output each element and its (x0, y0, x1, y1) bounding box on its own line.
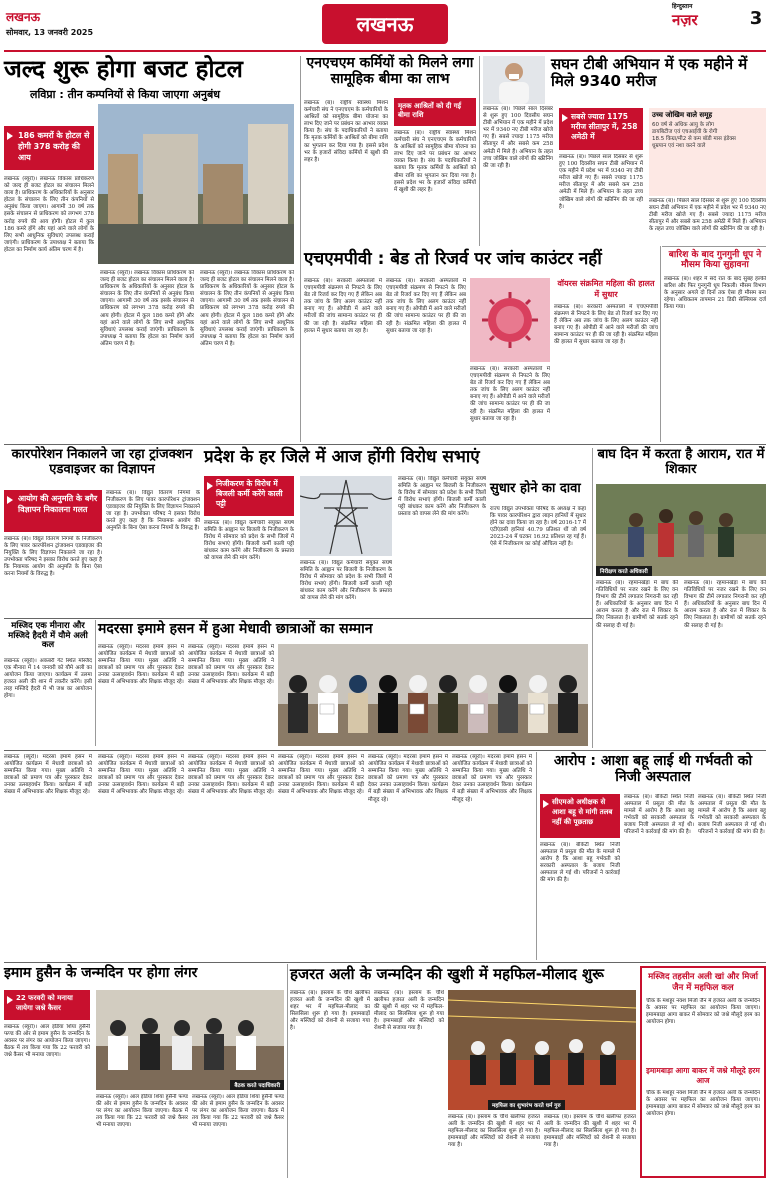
body-budget-hotel-3: लखनऊ (ब्यूरो)। लखनऊ विकास प्राधिकरण को जल्द ही बजट होटल का संचालन मिलने वाला है। प्राधिकरण के अधिकारियों के अनुसार होटल के संचालन के लिए तीन कंपनियों से अनुबंध किया जाएगा। आगामी 30 वर्ष तक इसके संचालन से प्राधिकरण को लगभग 378 करोड़ रुपये की आय होगी। होटल में कुल 186 कमरे होंगे और यहां आने वाले लोगों के लिए सभी आधुनिक सुविधाएं उपलब्ध कराई जाएंगी। प्राधिकरण के उपाध्यक्ष ने बताया कि होटल का निर्माण कार्य अंतिम चरण में है। (200, 270, 294, 347)
story-nhm (304, 56, 476, 246)
body-hmpv-3: लखनऊ (ब)। सरकारी अस्पतालों में एचएमपीवी संक्रमण से निपटने के लिए बेड तो रिजर्व कर दिए गए हैं लेकिन अब तक जांच के लिए अलग काउंटर नहीं बनाए गए हैं। ओपीडी में आने वाले मरीजों की जांच सामान्य काउंटर पर ही की जा रही है। संक्रमित महिला की हालत में सुधार बताया जा रहा है। (470, 366, 550, 422)
tag-protest (204, 476, 294, 516)
body-hospital-3: लखनऊ (ब)। बीकेटी स्थित निजी अस्पताल में प्रसूता की मौत के मामले में आरोप है कि आशा बहू गर्भवती को सरकारी अस्पताल के बजाय निजी अस्पताल ले गई थी। परिजनों ने कार्रवाई की मांग की है। (698, 794, 766, 836)
headline-nhm: एनएचएम कर्मियों को मिलने लगा सामूहिक बीमा का लाभ (306, 55, 474, 87)
subhead-budget-hotel: लविप्रा : तीन कम्पनियों से किया जाएगा अनुबंध (30, 87, 221, 101)
risk-box (649, 108, 766, 196)
masthead-rule (4, 50, 766, 52)
risk-item: 18.5 किग्रा/मी2 से कम बॉडी मास इंडेक्स (652, 136, 736, 142)
body-rain: लखनऊ (ब)। शहर में सर्द रात के बाद सुबह हल्की बारिश और फिर गुनगुनी धूप निकली। मौसम विभाग के अनुसार अगले दो दिनों तक ऐसा ही मौसम बना रहेगा। अधिकतम तापमान 21 डिग्री सेल्सियस दर्ज किया गया। (664, 276, 766, 311)
body-madrasa: लखनऊ (ब्यूरो)। मदरसा इमामे हसन में आयोजित कार्यक्रम में मेधावी छात्राओं को सम्मानित किया गया। मुख्य अतिथि ने छात्राओं को प्रमाण पत्र और पुरस्कार देकर उनका उत्साहवर्धन किया। कार्यक्रम में बड़ी संख्या में अभिभावक और शिक्षक मौजूद रहे। (98, 644, 184, 686)
col-divider (95, 620, 96, 746)
tag-text: सीएमओ अधीक्षक से आशा बहू से मांगी तलब नहीं की पूछताछ (552, 798, 613, 826)
col-divider (592, 448, 593, 748)
body-tb-2: लखनऊ (ब)। पिछले साल दिसंबर से शुरू हुए 100 दिवसीय सघन टीबी अभियान में एक महीने में प्रदेश भर में 9340 नए टीबी मरीज खोजे गए हैं। सबसे ज्यादा 1175 मरीज सीतापुर में और सबसे कम 258 अमेठी में मिले हैं। अभियान के तहत उच्च जोखिम वाले लोगों की स्क्रीनिंग की जा रही है। (559, 154, 643, 210)
body-tb-3: लखनऊ (ब)। पिछले साल दिसंबर से शुरू हुए 100 दिवसीय सघन टीबी अभियान में एक महीने में प्रदेश भर में 9340 नए टीबी मरीज खोजे गए हैं। सबसे ज्यादा 1175 मरीज सीतापुर में और सबसे कम 258 अमेठी में मिले हैं। अभियान के तहत उच्च जोखिम वाले लोगों की स्क्रीनिंग की जा रही है। (649, 198, 766, 233)
story-budget-hotel (4, 56, 296, 444)
caption-meeting: बैठक करते पदाधिकारी (230, 1080, 284, 1090)
body-hazrat-2: लखनऊ (ब)। इस्लाम के चौथे खलीफा हजरत अली के जन्मदिन की खुशी में शहर भर में महफिल-मीलाद का सिलसिला शुरू हो गया है। इमामबाड़ों और मस्जिदों को रोशनी से सजाया गया है। (374, 990, 444, 1032)
body-langar-2: लखनऊ (ब्यूरो)। आल इंडिया शिया हुसैनी फण्ड की ओर से इमाम हुसैन के जन्मदिन के अवसर पर लंगर का आयोजन किया जाएगा। बैठक में तय किया गया कि 22 फरवरी को जश्ने कैसर भी मनाया जाएगा। (96, 1094, 188, 1129)
body-corporation-2: लखनऊ (ब)। विद्युत वितरण निगमों के निजीकरण के लिए पावर कारपोरेशन ट्रांजक्शन एडवाइजर की नियुक्ति के लिए विज्ञापन निकालने जा रहा है। उपभोक्ता परिषद ने इसका विरोध करते हुए कहा है कि नियामक आयोग की अनुमति के बिना ऐसा करना नियमों के विरुद्ध है। (106, 490, 200, 532)
mehfil-title: मस्जिद तहसीन अली खां और मिर्जा जैन में महफिल कल (648, 972, 758, 993)
headline-corporation: कारपोरेशन निकालने जा रहा ट्रांजक्शन एडवाइजर का विज्ञापन (11, 447, 193, 477)
tag-langar (4, 990, 90, 1020)
story-hospital (540, 754, 766, 960)
body-protest: लखनऊ (ब)। विद्युत कर्मचारी संयुक्त संघर्ष समिति के आह्वान पर बिजली के निजीकरण के विरोध में सोमवार को प्रदेश के सभी जिलों में विरोध सभाएं होंगी। बिजली कर्मी काली पट्टी बांधकर काम करेंगे और निजीकरण के प्रस्ताव को वापस लेने की मांग करेंगे। (204, 520, 294, 562)
story-hazrat (290, 966, 636, 1178)
tag-text: सबसे ज्यादा 1175 मरीज सीतापुर में, 258 अमेठी में (571, 112, 638, 141)
hotel-photo (98, 104, 294, 264)
body-mosque: लखनऊ (ब्यूरो)। अकबरी गेट स्थित मस्जिद एक मीनारा में 14 जनवरी को यौमे अली का आयोजन किया जाएगा। कार्यक्रम में उलमा हजरत अली की शान में तकरीर करेंगे। इसी तरह मस्जिदे हैदरी में भी जश्न का आयोजन होगा। (4, 658, 92, 700)
headline-budget-hotel: जल्द शुरू होगा बजट होटल (4, 55, 243, 83)
body-nhm-2: लखनऊ (ब)। राष्ट्रीय स्वास्थ्य मिशन कर्मचारी संघ ने एनएचएम के कर्मचारियों के आश्रितों को सामूहिक बीमा योजना का लाभ दिए जाने पर प्रबंधन का आभार व्यक्त किया है। संघ के पदाधिकारियों ने बताया कि मृतक कर्मियों के आश्रितों को बीमा राशि का भुगतान कर दिया गया है। इससे प्रदेश भर के हजारों संविदा कर्मियों में खुशी की लहर है। (394, 130, 476, 193)
students-photo (278, 644, 588, 746)
tag-budget-hotel (4, 126, 94, 170)
brand-block (672, 2, 698, 30)
col-divider (660, 246, 661, 442)
risk-item: धूम्रपान एवं नशा करने वाले (652, 143, 706, 149)
pointer-icon (562, 114, 568, 122)
power-tower-photo (300, 476, 392, 556)
story-rain (664, 250, 766, 442)
headline-madrasa: मदरसा इमामे हसन में हुआ मेधावी छात्राओं का सम्मान (98, 621, 373, 637)
headline-hazrat: हजरत अली के जन्मदिन की खुशी में महफिल-मीलाद शुरू (290, 965, 604, 983)
virus-illustration (470, 278, 550, 362)
body-budget-hotel-2: लखनऊ (ब्यूरो)। लखनऊ विकास प्राधिकरण को जल्द ही बजट होटल का संचालन मिलने वाला है। प्राधिकरण के अधिकारियों के अनुसार होटल के संचालन के लिए तीन कंपनियों से अनुबंध किया जाएगा। आगामी 30 वर्ष तक इसके संचालन से प्राधिकरण को लगभग 378 करोड़ रुपये की आय होगी। होटल में कुल 186 कमरे होंगे और यहां आने वाले लोगों के लिए सभी आधुनिक सुविधाएं उपलब्ध कराई जाएंगी। प्राधिकरण के उपाध्यक्ष ने बताया कि होटल का निर्माण कार्य अंतिम चरण में है। (100, 270, 194, 347)
body-tiger-2: लखनऊ (ब)। रहमानखेड़ा में बाघ की गतिविधियों पर नजर रखने के लिए वन विभाग की टीमें लगातार निगरानी कर रही हैं। अधिकारियों के अनुसार बाघ दिन में आराम करता है और रात में शिकार के लिए निकलता है। ग्रामीणों को सतर्क रहने की सलाह दी गई है। (684, 580, 766, 629)
col-divider (479, 56, 480, 246)
col-divider (287, 964, 288, 1178)
tiger-inspection-photo (596, 484, 766, 576)
body-hazrat-4: लखनऊ (ब)। इस्लाम के चौथे खलीफा हजरत अली के जन्मदिन की खुशी में शहर भर में महफिल-मीलाद का सिलसिला शुरू हो गया है। इमामबाड़ों और मस्जिदों को रोशनी से सजाया गया है। (544, 1114, 636, 1149)
masthead (0, 0, 770, 52)
body-mehfil: चौक के मशहूर नक्श मिर्जा जैन में हजरत अली के जन्मदिन के अवसर पर महफिल का आयोजन किया जाएगा। इमामबाड़ा आगा बाकर में सोमवार को जश्ने मौलूदे हरम का आयोजन होगा। (646, 998, 760, 1026)
pointer-icon (7, 996, 13, 1004)
body-hmpv-4: लखनऊ (ब)। सरकारी अस्पतालों में एचएमपीवी संक्रमण से निपटने के लिए बेड तो रिजर्व कर दिए गए हैं लेकिन अब तक जांच के लिए अलग काउंटर नहीं बनाए गए हैं। ओपीडी में आने वाले मरीजों की जांच सामान्य काउंटर पर ही की जा रही है। संक्रमित महिला की हालत में सुधार बताया जा रहा है। (554, 304, 658, 346)
rule (4, 444, 766, 445)
story-corporation (4, 448, 200, 616)
body-hmpv: लखनऊ (ब)। सरकारी अस्पतालों में एचएमपीवी संक्रमण से निपटने के लिए बेड तो रिजर्व कर दिए गए हैं लेकिन अब तक जांच के लिए अलग काउंटर नहीं बनाए गए हैं। ओपीडी में आने वाले मरीजों की जांच सामान्य काउंटर पर ही की जा रही है। संक्रमित महिला की हालत में सुधार बताया जा रहा है। (304, 278, 382, 334)
body-tb: लखनऊ (ब)। पिछले साल दिसंबर से शुरू हुए 100 दिवसीय सघन टीबी अभियान में एक महीने में प्रदेश भर में 9340 नए टीबी मरीज खोजे गए हैं। सबसे ज्यादा 1175 मरीज सीतापुर में और सबसे कम 258 अमेठी में मिले हैं। अभियान के तहत उच्च जोखिम वाले लोगों की स्क्रीनिंग की जा रही है। (483, 106, 553, 169)
masthead-left (6, 8, 93, 38)
page-number: 3 (749, 8, 763, 29)
body-madrasa-4: लखनऊ (ब्यूरो)। मदरसा इमामे हसन में आयोजित कार्यक्रम में मेधावी छात्राओं को सम्मानित किया गया। मुख्य अतिथि ने छात्राओं को प्रमाण पत्र और पुरस्कार देकर उनका उत्साहवर्धन किया। कार्यक्रम में बड़ी संख्या में अभिभावक और शिक्षक मौजूद रहे। (98, 754, 184, 796)
body-hazrat: लखनऊ (ब)। इस्लाम के चौथे खलीफा हजरत अली के जन्मदिन की खुशी में शहर भर में महफिल-मीलाद का सिलसिला शुरू हो गया है। इमामबाड़ों और मस्जिदों को रोशनी से सजाया गया है। (290, 990, 370, 1032)
tag-hmpv: वॉयरस संक्रमित महिला की हालत में सुधार (557, 279, 655, 299)
brand-small: हिन्दुस्तान (672, 3, 693, 10)
doctor-photo (483, 56, 545, 104)
headline-hmpv: एचएमपीवी : बेड तो रिजर्व पर जांच काउंटर नहीं (304, 249, 602, 269)
body-madrasa-8: लखनऊ (ब्यूरो)। मदरसा इमामे हसन में आयोजित कार्यक्रम में मेधावी छात्राओं को सम्मानित किया गया। मुख्य अतिथि ने छात्राओं को प्रमाण पत्र और पुरस्कार देकर उनका उत्साहवर्धन किया। कार्यक्रम में बड़ी संख्या में अभिभावक और शिक्षक मौजूद रहे। (452, 754, 532, 803)
body-hazrat-3: लखनऊ (ब)। इस्लाम के चौथे खलीफा हजरत अली के जन्मदिन की खुशी में शहर भर में महफिल-मीलाद का सिलसिला शुरू हो गया है। इमामबाड़ों और मस्जिदों को रोशनी से सजाया गया है। (448, 1114, 540, 1149)
body-madrasa-3: लखनऊ (ब्यूरो)। मदरसा इमामे हसन में आयोजित कार्यक्रम में मेधावी छात्राओं को सम्मानित किया गया। मुख्य अतिथि ने छात्राओं को प्रमाण पत्र और पुरस्कार देकर उनका उत्साहवर्धन किया। कार्यक्रम में बड़ी संख्या में अभिभावक और शिक्षक मौजूद रहे। (4, 754, 92, 796)
caption-mehfil: महफिल का शुभारंभ करते धर्म गुरु (488, 1100, 565, 1110)
tag-text: 22 फरवरी को मनाया जायेगा जश्ने कैसर (16, 994, 73, 1012)
body-langar-3: लखनऊ (ब्यूरो)। आल इंडिया शिया हुसैनी फण्ड की ओर से इमाम हुसैन के जन्मदिन के अवसर पर लंगर का आयोजन किया जाएगा। बैठक में तय किया गया कि 22 फरवरी को जश्ने कैसर भी मनाया जाएगा। (192, 1094, 284, 1129)
pointer-icon (7, 496, 13, 504)
tag-hospital (540, 794, 620, 838)
date-line: सोमवार, 13 जनवरी 2025 (6, 28, 94, 37)
meeting-photo (96, 990, 284, 1090)
section-banner (322, 4, 448, 44)
rule (4, 962, 766, 963)
story-hmpv (304, 250, 658, 442)
tag-text: मृतक आश्रितों को दी गई बीमा राशि (398, 102, 462, 119)
headline-langar: इमाम हुसैन के जन्मदिन पर होगा लंगर (4, 965, 198, 981)
story-tb (483, 56, 766, 246)
headline-protest: प्रदेश के हर जिले में आज होंगी विरोध सभाएं (204, 447, 480, 467)
body-langar: लखनऊ (ब्यूरो)। आल इंडिया शिया हुसैनी फण्ड की ओर से इमाम हुसैन के जन्मदिन के अवसर पर लंगर का आयोजन किया जाएगा। बैठक में तय किया गया कि 22 फरवरी को जश्ने कैसर भी मनाया जाएगा। (4, 1024, 90, 1059)
risk-item: 60 वर्ष से अधिक आयु के लोग (652, 122, 714, 128)
body-madrasa-6: लखनऊ (ब्यूरो)। मदरसा इमामे हसन में आयोजित कार्यक्रम में मेधावी छात्राओं को सम्मानित किया गया। मुख्य अतिथि ने छात्राओं को प्रमाण पत्र और पुरस्कार देकर उनका उत्साहवर्धन किया। कार्यक्रम में बड़ी संख्या में अभिभावक और शिक्षक मौजूद रहे। (278, 754, 364, 796)
tag-nhm (394, 98, 476, 126)
body-claim: राज्य विद्युत उपभोक्ता परिषद के अध्यक्ष ने कहा कि पावर कारपोरेशन द्वारा लाइन हानियों में सुधार होने का दावा किया जा रहा है। वर्ष 2016-17 में एटीएंडसी हानियां 40.79 प्रतिशत थीं जो वर्ष 2023-24 में घटकर 16.92 प्रतिशत रह गई हैं। ऐसे में निजीकरण का कोई औचित्य नहीं है। (490, 506, 586, 548)
body-hospital: लखनऊ (ब)। बीकेटी स्थित निजी अस्पताल में प्रसूता की मौत के मामले में आरोप है कि आशा बहू गर्भवती को सरकारी अस्पताल के बजाय निजी अस्पताल ले गई थी। परिजनों ने कार्रवाई की मांग की है। (540, 842, 620, 884)
headline-hospital: आरोप : आशा बहू लाई थी गर्भवती को निजी अस्पताल (553, 753, 753, 785)
mehfil-photo (448, 990, 636, 1110)
risk-item: डायबिटीज एवं एचआईवी के रोगी (652, 129, 718, 135)
body-madrasa-2: लखनऊ (ब्यूरो)। मदरसा इमामे हसन में आयोजित कार्यक्रम में मेधावी छात्राओं को सम्मानित किया गया। मुख्य अतिथि ने छात्राओं को प्रमाण पत्र और पुरस्कार देकर उनका उत्साहवर्धन किया। कार्यक्रम में बड़ी संख्या में अभिभावक और शिक्षक मौजूद रहे। (188, 644, 274, 686)
brand-name: नज़र (672, 11, 698, 29)
col-divider (300, 56, 301, 442)
story-tiger (596, 448, 766, 748)
body-tiger: लखनऊ (ब)। रहमानखेड़ा में बाघ की गतिविधियों पर नजर रखने के लिए वन विभाग की टीमें लगातार निगरानी कर रही हैं। अधिकारियों के अनुसार बाघ दिन में आराम करता है और रात में शिकार के लिए निकलता है। ग्रामीणों को सतर्क रहने की सलाह दी गई है। (596, 580, 678, 629)
story-madrasa (98, 622, 588, 746)
risk-box-title: उच्च जोखिम वाले समूह (652, 111, 713, 119)
rule (4, 618, 592, 619)
body-corporation: लखनऊ (ब)। विद्युत वितरण निगमों के निजीकरण के लिए पावर कारपोरेशन ट्रांजक्शन एडवाइजर की नियुक्ति के लिए विज्ञापन निकालने जा रहा है। उपभोक्ता परिषद ने इसका विरोध करते हुए कहा है कि नियामक आयोग की अनुमति के बिना ऐसा करना नियमों के विरुद्ध है। (4, 536, 102, 578)
tag-text: 186 कमरों के होटल से होगी 378 करोड़ की आय (18, 131, 90, 162)
story-langar (4, 966, 284, 1178)
headline-mosque: मस्जिद एक मीनारा और मस्जिदे हैदरी में यौमे अली कल (8, 621, 88, 651)
rule (662, 246, 766, 247)
story-mosque (4, 622, 92, 746)
mehfil-subtitle: इमामबाड़ा आगा बाकर में जश्ने मौलूदे हरम आज (646, 1066, 760, 1085)
tag-tb (559, 108, 643, 150)
rule (4, 750, 766, 751)
body-mehfil-2: चौक के मशहूर नक्श मिर्जा जैन में हजरत अली के जन्मदिन के अवसर पर महफिल का आयोजन किया जाएगा। इमामबाड़ा आगा बाकर में सोमवार को जश्ने मौलूदे हरम का आयोजन होगा। (646, 1090, 760, 1118)
headline-claim: सुधार होने का दावा (490, 481, 581, 496)
body-madrasa-5: लखनऊ (ब्यूरो)। मदरसा इमामे हसन में आयोजित कार्यक्रम में मेधावी छात्राओं को सम्मानित किया गया। मुख्य अतिथि ने छात्राओं को प्रमाण पत्र और पुरस्कार देकर उनका उत्साहवर्धन किया। कार्यक्रम में बड़ी संख्या में अभिभावक और शिक्षक मौजूद रहे। (188, 754, 274, 796)
caption-tiger: निरीक्षण करते अधिकारी (596, 566, 652, 576)
hmpv-sidebar (554, 278, 658, 440)
col-divider (536, 752, 537, 960)
pointer-icon (7, 132, 13, 140)
headline-rain: बारिश के बाद गुनगुनी धूप ने मौसम किया सुहावना (668, 250, 762, 271)
body-protest-3: लखनऊ (ब)। विद्युत कर्मचारी संयुक्त संघर्ष समिति के आह्वान पर बिजली के निजीकरण के विरोध में सोमवार को प्रदेश के सभी जिलों में विरोध सभाएं होंगी। बिजली कर्मी काली पट्टी बांधकर काम करेंगे और निजीकरण के प्रस्ताव को वापस लेने की मांग करेंगे। (398, 476, 486, 518)
tag-text: आयोग की अनुमति के बगैर विज्ञापन निकालना गलत (18, 494, 98, 514)
body-nhm: लखनऊ (ब)। राष्ट्रीय स्वास्थ्य मिशन कर्मचारी संघ ने एनएचएम के कर्मचारियों के आश्रितों को सामूहिक बीमा योजना का लाभ दिए जाने पर प्रबंधन का आभार व्यक्त किया है। संघ के पदाधिकारियों ने बताया कि मृतक कर्मियों के आश्रितों को बीमा राशि का भुगतान कर दिया गया है। इससे प्रदेश भर के हजारों संविदा कर्मियों में खुशी की लहर है। (304, 100, 388, 163)
body-hmpv-2: लखनऊ (ब)। सरकारी अस्पतालों में एचएमपीवी संक्रमण से निपटने के लिए बेड तो रिजर्व कर दिए गए हैं लेकिन अब तक जांच के लिए अलग काउंटर नहीं बनाए गए हैं। ओपीडी में आने वाले मरीजों की जांच सामान्य काउंटर पर ही की जा रही है। संक्रमित महिला की हालत में सुधार बताया जा रहा है। (386, 278, 466, 334)
tag-corporation (4, 490, 102, 532)
section-title: लखनऊ (356, 12, 414, 36)
pointer-icon (207, 482, 213, 490)
body-hospital-2: लखनऊ (ब)। बीकेटी स्थित निजी अस्पताल में प्रसूता की मौत के मामले में आरोप है कि आशा बहू गर्भवती को सरकारी अस्पताल के बजाय निजी अस्पताल ले गई थी। परिजनों ने कार्रवाई की मांग की है। (624, 794, 694, 836)
body-budget-hotel-1: लखनऊ (ब्यूरो)। लखनऊ विकास प्राधिकरण को जल्द ही बजट होटल का संचालन मिलने वाला है। प्राधिकरण के अधिकारियों के अनुसार होटल के संचालन के लिए तीन कंपनियों से अनुबंध किया जाएगा। आगामी 30 वर्ष तक इसके संचालन से प्राधिकरण को लगभग 378 करोड़ रुपये की आय होगी। होटल में कुल 186 कमरे होंगे और यहां आने वाले लोगों के लिए सभी आधुनिक सुविधाएं उपलब्ध कराई जाएंगी। प्राधिकरण के उपाध्यक्ष ने बताया कि होटल का निर्माण कार्य अंतिम चरण में है। (4, 176, 94, 253)
tag-text: निजीकरण के विरोध में बिजली कर्मी करेंगे काली पट्टी (216, 479, 283, 508)
headline-tiger: बाघ दिन में करता है आराम, रात में शिकार (597, 447, 765, 477)
headline-tb: सघन टीबी अभियान में एक महीने में मिले 9340 मरीज (551, 55, 748, 90)
paper-name: लखनऊ (6, 10, 41, 24)
mehfil-box (640, 966, 766, 1178)
body-protest-2: लखनऊ (ब)। विद्युत कर्मचारी संयुक्त संघर्ष समिति के आह्वान पर बिजली के निजीकरण के विरोध में सोमवार को प्रदेश के सभी जिलों में विरोध सभाएं होंगी। बिजली कर्मी काली पट्टी बांधकर काम करेंगे और निजीकरण के प्रस्ताव को वापस लेने की मांग करेंगे। (300, 560, 392, 602)
pointer-icon (543, 800, 549, 808)
body-madrasa-7: लखनऊ (ब्यूरो)। मदरसा इमामे हसन में आयोजित कार्यक्रम में मेधावी छात्राओं को सम्मानित किया गया। मुख्य अतिथि ने छात्राओं को प्रमाण पत्र और पुरस्कार देकर उनका उत्साहवर्धन किया। कार्यक्रम में बड़ी संख्या में अभिभावक और शिक्षक मौजूद रहे। (368, 754, 448, 803)
